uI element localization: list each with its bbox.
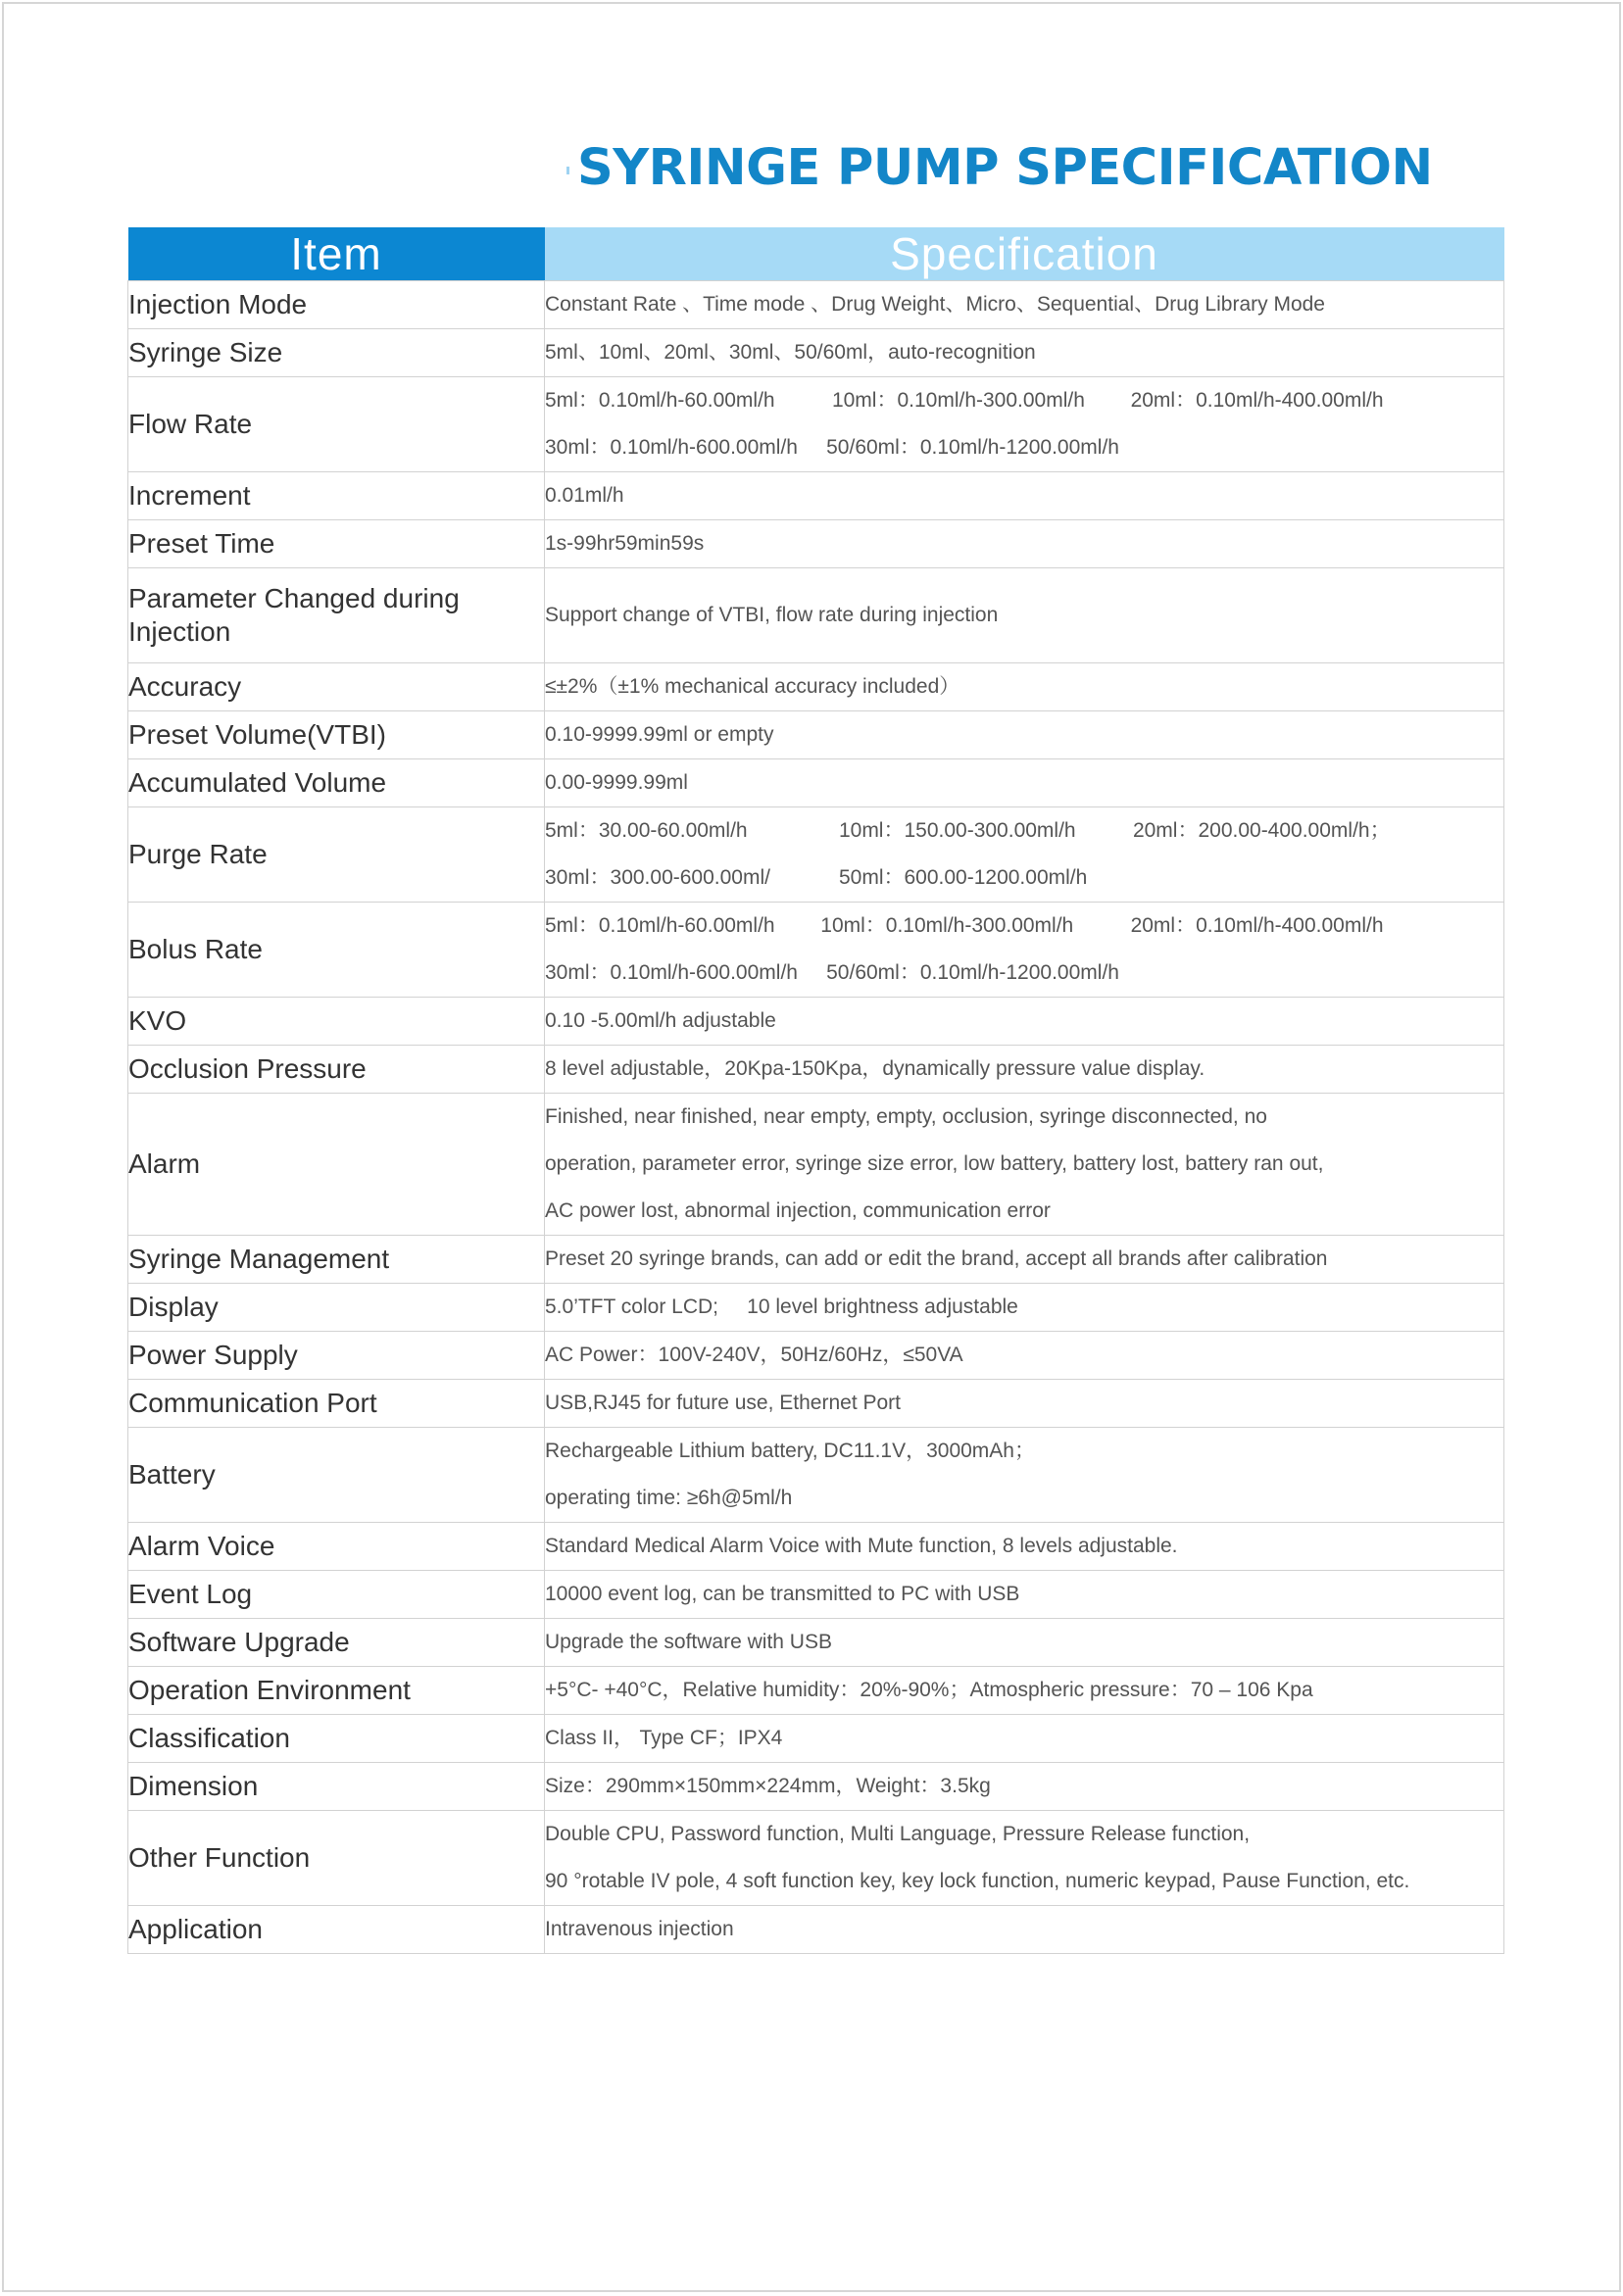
spec-value-line: 5ml：0.10ml/h-60.00ml/h 10ml：0.10ml/h-300.00ml/h 20ml：0.10ml/h-400.00ml/h bbox=[545, 914, 1384, 937]
spec-item-label: Preset Time bbox=[128, 520, 545, 568]
spec-value bbox=[545, 1332, 1504, 1380]
spec-value-line: 90 °rotable IV pole, 4 soft function key, key lock function, numeric keypad, Pause Function, etc. bbox=[545, 1870, 1410, 1892]
column-header-specification: Specification bbox=[545, 227, 1504, 281]
spec-value-line: Rechargeable Lithium battery, DC11.1V，3000mAh； bbox=[545, 1440, 1035, 1462]
spec-value bbox=[545, 1619, 1504, 1667]
spec-value bbox=[545, 663, 1504, 711]
table-row bbox=[128, 663, 1504, 711]
spec-value-line: 0.10 -5.00ml/h adjustable bbox=[545, 1009, 776, 1032]
spec-value bbox=[545, 1046, 1504, 1094]
spec-value-line: +5°C- +40°C，Relative humidity：20%-90%；Atmospheric pressure：70 – 106 Kpa bbox=[545, 1679, 1313, 1701]
column-header-item: Item bbox=[128, 227, 545, 281]
spec-value-line: 0.01ml/h bbox=[545, 484, 624, 507]
spec-value-line: 5ml：30.00-60.00ml/h 10ml：150.00-300.00ml/h 20ml：200.00-400.00ml/h； bbox=[545, 819, 1391, 842]
spec-item-label: Power Supply bbox=[128, 1332, 545, 1380]
spec-item-label: Increment bbox=[128, 472, 545, 520]
table-row bbox=[128, 1571, 1504, 1619]
spec-item-label: Alarm Voice bbox=[128, 1523, 545, 1571]
spec-value bbox=[545, 281, 1504, 329]
page-title-text: SYRINGE PUMP SPECIFICATION bbox=[577, 139, 1433, 197]
table-row bbox=[128, 281, 1504, 329]
table-row bbox=[128, 1094, 1504, 1236]
spec-value-line: Support change of VTBI, flow rate during injection bbox=[545, 604, 999, 626]
spec-value bbox=[545, 1667, 1504, 1715]
spec-value bbox=[545, 1763, 1504, 1811]
spec-value bbox=[545, 1571, 1504, 1619]
table-row bbox=[128, 1619, 1504, 1667]
table-row bbox=[128, 1811, 1504, 1906]
title-marker bbox=[566, 167, 569, 174]
spec-value-line: 30ml：0.10ml/h-600.00ml/h 50/60ml：0.10ml/h-1200.00ml/h bbox=[545, 961, 1119, 984]
spec-value bbox=[545, 1523, 1504, 1571]
table-row bbox=[128, 568, 1504, 663]
table-row bbox=[128, 1284, 1504, 1332]
table-row bbox=[128, 1428, 1504, 1523]
table-row bbox=[128, 1763, 1504, 1811]
table-row bbox=[128, 1667, 1504, 1715]
table-row bbox=[128, 1236, 1504, 1284]
table-row bbox=[128, 998, 1504, 1046]
spec-item-label: Purge Rate bbox=[128, 807, 545, 903]
spec-value-line: 5.0’TFT color LCD; 10 level brightness adjustable bbox=[545, 1295, 1018, 1318]
spec-value bbox=[545, 1906, 1504, 1954]
spec-value-line: ≤±2%（±1% mechanical accuracy included） bbox=[545, 675, 960, 698]
spec-value bbox=[545, 998, 1504, 1046]
spec-item-label: KVO bbox=[128, 998, 545, 1046]
table-row bbox=[128, 520, 1504, 568]
spec-item-label: Operation Environment bbox=[128, 1667, 545, 1715]
spec-value-line: Double CPU, Password function, Multi Language, Pressure Release function, bbox=[545, 1823, 1251, 1845]
spec-table-body bbox=[128, 281, 1504, 1954]
spec-value bbox=[545, 329, 1504, 377]
spec-value-line: Constant Rate 、Time mode 、Drug Weight、Micro、Sequential、Drug Library Mode bbox=[545, 293, 1325, 316]
spec-value bbox=[545, 1428, 1504, 1523]
spec-value-line: Size：290mm×150mm×224mm，Weight：3.5kg bbox=[545, 1775, 991, 1797]
spec-value bbox=[545, 377, 1504, 472]
spec-item-label: Syringe Management bbox=[128, 1236, 545, 1284]
table-row bbox=[128, 472, 1504, 520]
spec-value-line: 30ml：0.10ml/h-600.00ml/h 50/60ml：0.10ml/h-1200.00ml/h bbox=[545, 436, 1119, 459]
spec-value-line: operation, parameter error, syringe size error, low battery, battery lost, battery ran out, bbox=[545, 1152, 1324, 1175]
spec-value-line: Finished, near finished, near empty, empty, occlusion, syringe disconnected, no bbox=[545, 1105, 1267, 1128]
table-row bbox=[128, 1906, 1504, 1954]
spec-item-label: Application bbox=[128, 1906, 545, 1954]
spec-item-label: Bolus Rate bbox=[128, 903, 545, 998]
spec-value bbox=[545, 568, 1504, 663]
spec-table bbox=[127, 227, 1504, 1954]
table-row bbox=[128, 711, 1504, 759]
spec-value-line: AC Power：100V-240V，50Hz/60Hz，≤50VA bbox=[545, 1343, 963, 1366]
spec-value-line: Intravenous injection bbox=[545, 1918, 734, 1940]
spec-item-label: Software Upgrade bbox=[128, 1619, 545, 1667]
spec-value-line: 5ml、10ml、20ml、30ml、50/60ml，auto-recognition bbox=[545, 341, 1036, 364]
spec-value-line: Upgrade the software with USB bbox=[545, 1631, 832, 1653]
spec-item-label: Preset Volume(VTBI) bbox=[128, 711, 545, 759]
spec-item-label: Battery bbox=[128, 1428, 545, 1523]
table-row bbox=[128, 1046, 1504, 1094]
spec-value bbox=[545, 1811, 1504, 1906]
spec-item-label: Other Function bbox=[128, 1811, 545, 1906]
spec-value-line: AC power lost, abnormal injection, communication error bbox=[545, 1199, 1051, 1222]
spec-item-label: Syringe Size bbox=[128, 329, 545, 377]
spec-item-label: Parameter Changed during Injection bbox=[128, 568, 545, 663]
spec-item-label: Flow Rate bbox=[128, 377, 545, 472]
spec-value-line: 5ml：0.10ml/h-60.00ml/h 10ml：0.10ml/h-300.00ml/h 20ml：0.10ml/h-400.00ml/h bbox=[545, 389, 1384, 412]
spec-sheet-page bbox=[2, 2, 1621, 2292]
spec-value-line: 1s-99hr59min59s bbox=[545, 532, 705, 555]
page-title bbox=[566, 137, 1433, 200]
spec-value bbox=[545, 1380, 1504, 1428]
spec-item-label: Alarm bbox=[128, 1094, 545, 1236]
spec-value bbox=[545, 1236, 1504, 1284]
spec-value bbox=[545, 903, 1504, 998]
table-row bbox=[128, 807, 1504, 903]
spec-value-line: 0.00-9999.99ml bbox=[545, 771, 688, 794]
spec-value-line: operating time: ≥6h@5ml/h bbox=[545, 1487, 793, 1509]
spec-value bbox=[545, 1715, 1504, 1763]
spec-value bbox=[545, 711, 1504, 759]
spec-value-line: 0.10-9999.99ml or empty bbox=[545, 723, 774, 746]
spec-value bbox=[545, 1094, 1504, 1236]
spec-item-label: Event Log bbox=[128, 1571, 545, 1619]
spec-item-label: Accumulated Volume bbox=[128, 759, 545, 807]
spec-value bbox=[545, 807, 1504, 903]
spec-value-line: 10000 event log, can be transmitted to PC with USB bbox=[545, 1583, 1020, 1605]
spec-table-header bbox=[128, 227, 1504, 281]
spec-value bbox=[545, 1284, 1504, 1332]
table-row bbox=[128, 377, 1504, 472]
spec-item-label: Dimension bbox=[128, 1763, 545, 1811]
spec-value-line: USB,RJ45 for future use, Ethernet Port bbox=[545, 1392, 902, 1414]
table-row bbox=[128, 1715, 1504, 1763]
spec-item-label: Accuracy bbox=[128, 663, 545, 711]
table-row bbox=[128, 1380, 1504, 1428]
spec-item-label: Occlusion Pressure bbox=[128, 1046, 545, 1094]
spec-item-label: Injection Mode bbox=[128, 281, 545, 329]
spec-value bbox=[545, 759, 1504, 807]
spec-item-label: Classification bbox=[128, 1715, 545, 1763]
table-row bbox=[128, 1332, 1504, 1380]
spec-item-label: Display bbox=[128, 1284, 545, 1332]
table-row bbox=[128, 759, 1504, 807]
table-row bbox=[128, 329, 1504, 377]
spec-value-line: Class II， Type CF；IPX4 bbox=[545, 1727, 783, 1749]
spec-value-line: 30ml：300.00-600.00ml/ 50ml：600.00-1200.00ml/h bbox=[545, 866, 1088, 889]
table-row bbox=[128, 903, 1504, 998]
table-row bbox=[128, 1523, 1504, 1571]
spec-value-line: Preset 20 syringe brands, can add or edit the brand, accept all brands after calibration bbox=[545, 1247, 1328, 1270]
spec-value-line: Standard Medical Alarm Voice with Mute function, 8 levels adjustable. bbox=[545, 1535, 1178, 1557]
spec-value bbox=[545, 472, 1504, 520]
spec-item-label: Communication Port bbox=[128, 1380, 545, 1428]
spec-value-line: 8 level adjustable，20Kpa-150Kpa，dynamically pressure value display. bbox=[545, 1057, 1205, 1080]
spec-value bbox=[545, 520, 1504, 568]
